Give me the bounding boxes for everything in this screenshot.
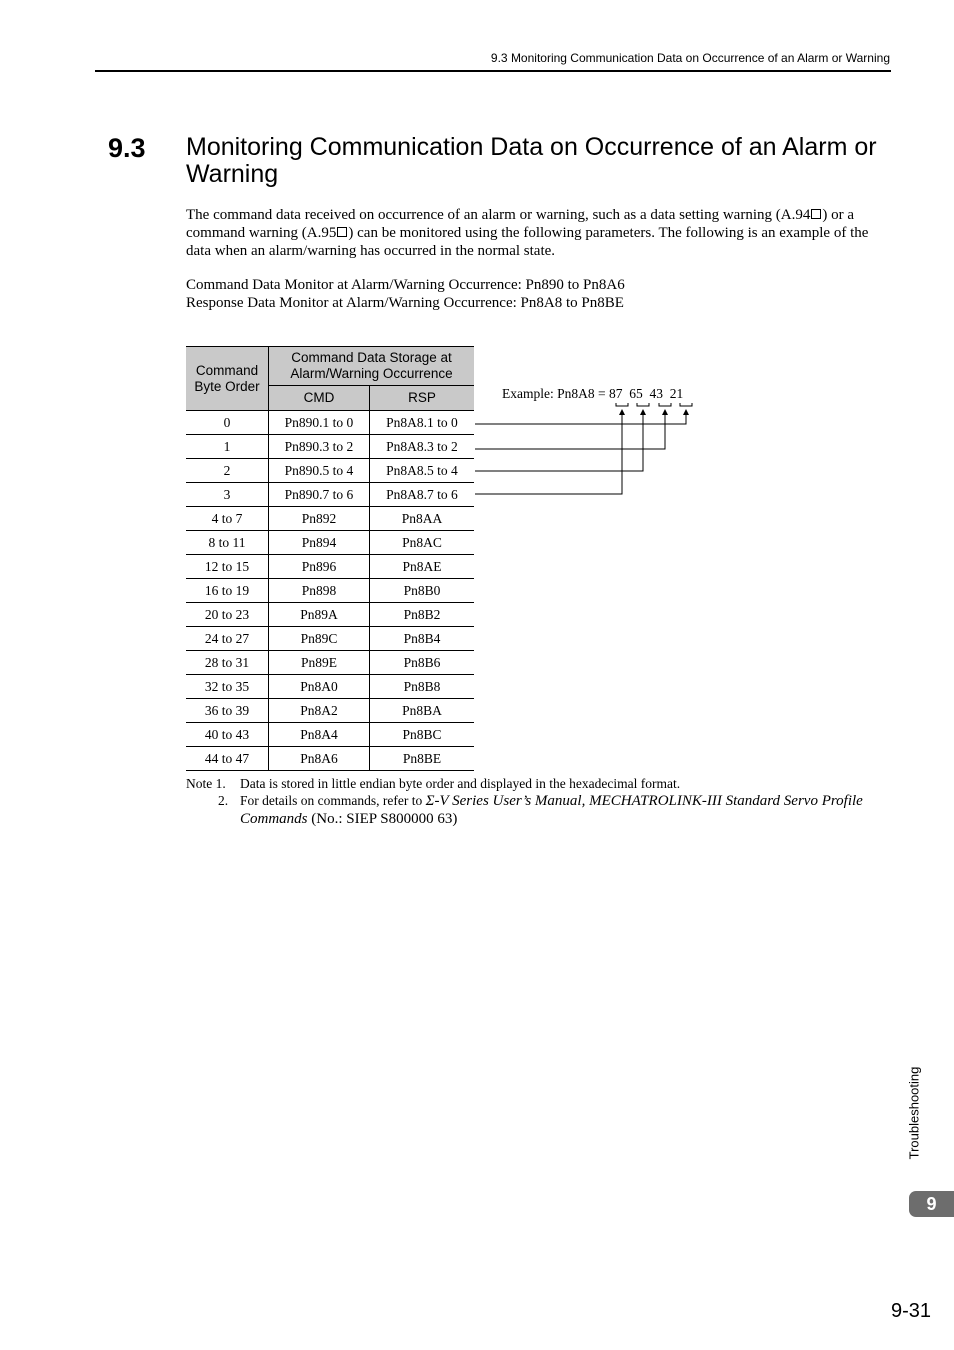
arrowhead-icon [662, 409, 668, 415]
table-row [186, 651, 474, 675]
cmd-cell: Pn89E [269, 651, 370, 675]
brace-87 [616, 403, 628, 406]
table-row [186, 699, 474, 723]
rsp-cell: Pn8B6 [370, 651, 475, 675]
byte-order-cell: 24 to 27 [186, 627, 269, 651]
intro-text-1: The command data received on occurrence of an alarm or warning, such as a data setting warning (A.94 [186, 207, 811, 223]
byte-order-cell: 3 [186, 483, 269, 507]
cmd-cell: Pn898 [269, 579, 370, 603]
rsp-cell: Pn8AA [370, 507, 475, 531]
table-row [186, 603, 474, 627]
note-2-prefix: For details on commands, refer to [240, 793, 426, 808]
note-2 [186, 792, 892, 828]
header-byte-order: Command Byte Order [186, 347, 269, 411]
cmd-cell: Pn8A4 [269, 723, 370, 747]
brace-43 [659, 403, 671, 406]
byte-mapping-diagram [470, 398, 700, 498]
connector-byte-2 [475, 414, 643, 471]
table-row [186, 627, 474, 651]
table-row [186, 723, 474, 747]
example-text: Example: Pn8A8 = 87 65 43 21 [502, 386, 684, 401]
page-number: 9-31 [890, 1300, 931, 1322]
response-monitor-line: Response Data Monitor at Alarm/Warning Occurrence: Pn8A8 to Pn8BE [186, 295, 624, 311]
byte-order-cell: 16 to 19 [186, 579, 269, 603]
byte-order-cell: 0 [186, 411, 269, 435]
rsp-cell: Pn8B4 [370, 627, 475, 651]
note-2-manual-title: Σ-V Series User’s Manual, MECHATROLINK-III Standard Servo Profile Commands [240, 793, 863, 827]
table-row [186, 579, 474, 603]
note-1 [186, 775, 892, 792]
rsp-cell: Pn8BA [370, 699, 475, 723]
cmd-cell: Pn890.3 to 2 [269, 435, 370, 459]
table-row [186, 507, 474, 531]
byte-order-cell: 28 to 31 [186, 651, 269, 675]
byte-order-cell: 44 to 47 [186, 747, 269, 771]
section-title: Monitoring Communication Data on Occurrence of an Alarm or Warning [186, 133, 877, 188]
byte-order-cell: 4 to 7 [186, 507, 269, 531]
intro-text-3: ) can be monitored using the following parameters. The following is an example of the data when an alarm/warning has occurred in the normal state. [186, 225, 869, 259]
command-monitor-line: Command Data Monitor at Alarm/Warning Occurrence: Pn890 to Pn8A6 [186, 277, 625, 293]
rsp-cell: Pn8A8.5 to 4 [370, 459, 475, 483]
table-body [186, 411, 474, 771]
byte-order-cell: 8 to 11 [186, 531, 269, 555]
cmd-cell: Pn89C [269, 627, 370, 651]
arrowhead-icon [619, 409, 625, 415]
cmd-cell: Pn896 [269, 555, 370, 579]
intro-paragraph [186, 206, 892, 260]
header-cmd: CMD [269, 386, 370, 411]
note-2-suffix: (No.: SIEP S800000 63) [307, 811, 458, 827]
note-2-label: 2. [218, 793, 229, 808]
byte-order-cell: 2 [186, 459, 269, 483]
parameter-ranges [186, 276, 625, 312]
monitor-data-table [186, 346, 474, 771]
cmd-cell: Pn894 [269, 531, 370, 555]
note-1-text: Data is stored in little endian byte order and displayed in the hexadecimal format. [240, 776, 681, 791]
cmd-cell: Pn890.1 to 0 [269, 411, 370, 435]
header-rsp: RSP [370, 386, 475, 411]
rsp-cell: Pn8A8.1 to 0 [370, 411, 475, 435]
rsp-cell: Pn8B8 [370, 675, 475, 699]
table-row [186, 459, 474, 483]
side-label [905, 1060, 923, 1165]
rsp-cell: Pn8AC [370, 531, 475, 555]
header-storage: Command Data Storage at Alarm/Warning Occurrence [269, 347, 475, 386]
byte-order-cell: 32 to 35 [186, 675, 269, 699]
byte-order-cell: 12 to 15 [186, 555, 269, 579]
notes [186, 775, 892, 828]
table-row [186, 531, 474, 555]
byte-order-cell: 20 to 23 [186, 603, 269, 627]
rsp-cell: Pn8A8.3 to 2 [370, 435, 475, 459]
table-row [186, 435, 474, 459]
rsp-cell: Pn8A8.7 to 6 [370, 483, 475, 507]
rsp-cell: Pn8BE [370, 747, 475, 771]
byte-order-cell: 40 to 43 [186, 723, 269, 747]
intro-text-2: ) or a command warning (A.95 [186, 207, 854, 241]
table-row [186, 747, 474, 771]
brace-65 [637, 403, 649, 406]
cmd-cell: Pn8A0 [269, 675, 370, 699]
chapter-tab: 9 [909, 1191, 954, 1217]
side-label-text: Troubleshooting [906, 1066, 922, 1159]
table-row [186, 411, 474, 435]
cmd-cell: Pn8A6 [269, 747, 370, 771]
cmd-cell: Pn8A2 [269, 699, 370, 723]
note-1-label: Note 1. [186, 776, 226, 791]
rsp-cell: Pn8B2 [370, 603, 475, 627]
rsp-cell: Pn8BC [370, 723, 475, 747]
byte-order-cell: 1 [186, 435, 269, 459]
connector-byte-3 [475, 414, 622, 494]
byte-order-cell: 36 to 39 [186, 699, 269, 723]
arrowhead-icon [640, 409, 646, 415]
connector-byte-1 [475, 414, 665, 449]
table-row [186, 555, 474, 579]
connector-byte-0 [475, 414, 686, 424]
rsp-cell: Pn8AE [370, 555, 475, 579]
cmd-cell: Pn890.5 to 4 [269, 459, 370, 483]
header-rule [95, 70, 891, 72]
running-header: 9.3 Monitoring Communication Data on Occurrence of an Alarm or Warning [490, 51, 890, 65]
arrowhead-icon [683, 409, 689, 415]
table-row [186, 483, 474, 507]
cmd-cell: Pn890.7 to 6 [269, 483, 370, 507]
square-placeholder-icon [337, 227, 347, 237]
section-number: 9.3 [108, 133, 146, 163]
brace-21 [680, 403, 692, 406]
square-placeholder-icon [811, 209, 821, 219]
table-row [186, 675, 474, 699]
cmd-cell: Pn892 [269, 507, 370, 531]
cmd-cell: Pn89A [269, 603, 370, 627]
rsp-cell: Pn8B0 [370, 579, 475, 603]
